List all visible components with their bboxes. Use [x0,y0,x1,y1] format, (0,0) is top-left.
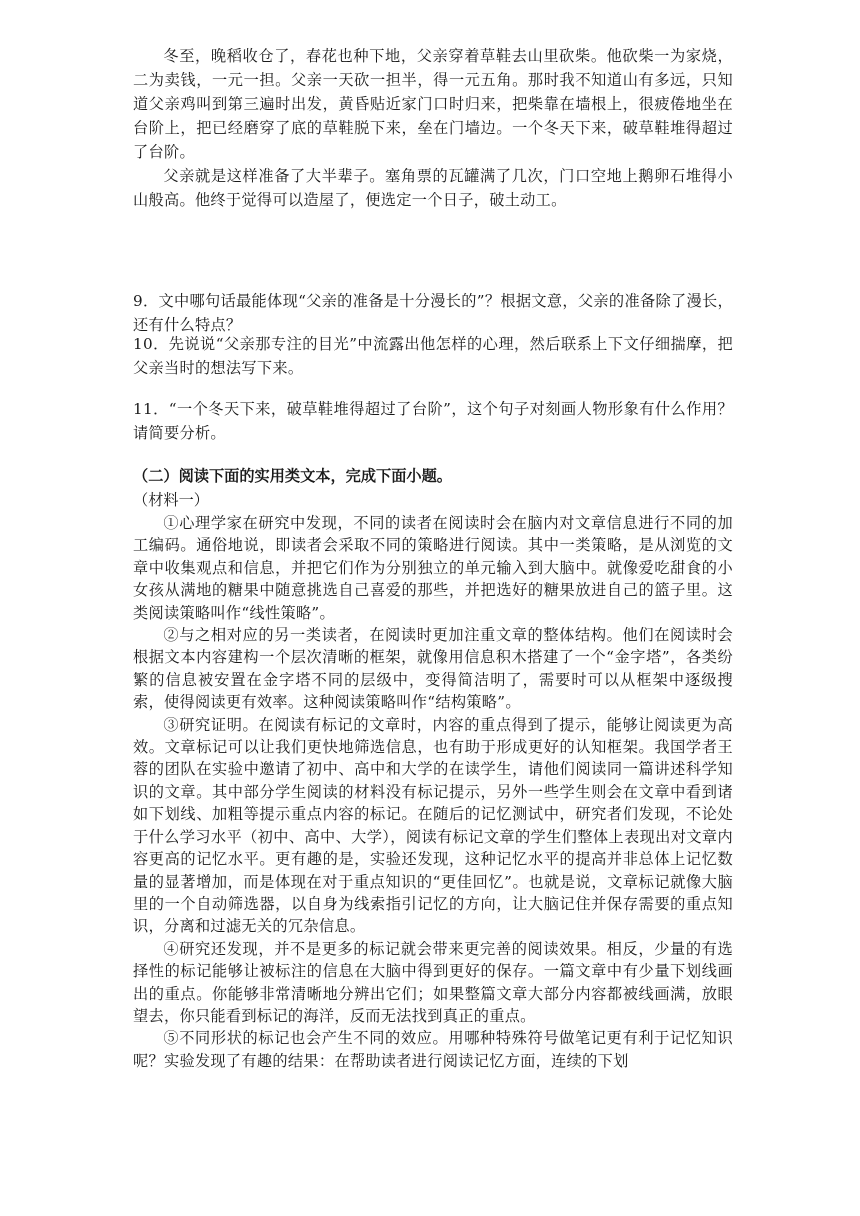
question-10: 10．先说说“父亲那专注的目光”中流露出他怎样的心理，然后联系上下文仔细揣摩，把父亲当时的想法写下来。 [133,335,733,377]
text-paragraph: ④研究还发现，并不是更多的标记就会带来更完善的阅读效果。相反，少量的有选择性的标记能够让被标注的信息在大脑中得到更好的保存。一篇文章中有少量下划线画出的重点。你能够非常清晰地分辨出它们；如果整篇文章大部分内容都被线画满，放眼望去，你只能看到标记的海洋，反而无法找到真正的重点。 [133,939,733,1025]
material-label: （材料一） [133,491,209,509]
text-paragraph: ③研究证明。在阅读有标记的文章时，内容的重点得到了提示，能够让阅读更为高效。文章标记可以让我们更快地筛选信息，也有助于形成更好的认知框架。我国学者王蓉的团队在实验中邀请了初中、高中和大学的在读学生，请他们阅读同一篇讲述科学知识的文章。其中部分学生阅读的材料没有标记提示，另外一些学生则会在文章中看到诸如下划线、加粗等提示重点内容的标记。在随后的记忆测试中，研究者们发现，不论处于什么学习水平（初中、高中、大学），阅读有标记文章的学生们整体上表现出对文章内容更高的记忆水平。更有趣的是，实验还发现，这种记忆水平的提高并非总体上记忆数量的显著增加，而是体现在对于重点知识的“更佳回忆”。也就是说，文章标记就像大脑里的一个自动筛选器，以自身为线索指引记忆的方向，让大脑记住并保存需要的重点知识，分离和过滤无关的冗杂信息。 [133,715,733,936]
story-paragraph: 父亲就是这样准备了大半辈子。塞角票的瓦罐满了几次，门口空地上鹅卵石堆得小山般高。他终于觉得可以造屋了，便选定一个日子，破土动工。 [133,167,733,209]
text-paragraph: ⑤不同形状的标记也会产生不同的效应。用哪种特殊符号做笔记更有利于记忆知识呢？实验发现了有趣的结果：在帮助读者进行阅读记忆方面，连续的下划 [133,1029,733,1070]
section-heading: （二）阅读下面的实用类文本，完成下面小题。 [133,467,452,485]
text-paragraph: ②与之相对应的另一类读者，在阅读时更加注重文章的整体结构。他们在阅读时会根据文本内容建构一个层次清晰的框架，就像用信息积木搭建了一个“金字塔”，各类纷繁的信息被安置在金字塔不同的层级中，变得简洁明了，需要时可以从框架中逐级搜索，使得阅读更有效率。这种阅读策略叫作“结构策略”。 [133,626,733,712]
question-11: 11．“一个冬天下来，破草鞋堆得超过了台阶”，这个句子对刻画人物形象有什么作用？请简要分析。 [133,400,733,442]
story-paragraph: 冬至，晚稻收仓了，春花也种下地，父亲穿着草鞋去山里砍柴。他砍柴一为家烧，二为卖钱，一元一担。父亲一天砍一担半，得一元五角。那时我不知道山有多远，只知道父亲鸡叫到第三遍时出发，黄昏贴近家门口时归来，把柴靠在墙根上，很疲倦地坐在台阶上，把已经磨穿了底的草鞋脱下来，垒在门墙边。一个冬天下来，破草鞋堆得超过了台阶。 [133,47,733,161]
question-9: 9．文中哪句话最能体现“父亲的准备是十分漫长的”？根据文意，父亲的准备除了漫长，还有什么特点？ [133,292,733,334]
text-paragraph: ①心理学家在研究中发现，不同的读者在阅读时会在脑内对文章信息进行不同的加工编码。通俗地说，即读者会采取不同的策略进行阅读。其中一类策略，是从浏览的文章中收集观点和信息，并把它们作为分别独立的单元输入到大脑中。就像爱吃甜食的小女孩从满地的糖果中随意挑选自己喜爱的那些，并把选好的糖果放进自己的篮子里。这类阅读策略叫作“线性策略”。 [133,514,733,622]
story-excerpt [133,44,733,212]
practical-text [133,512,733,1072]
